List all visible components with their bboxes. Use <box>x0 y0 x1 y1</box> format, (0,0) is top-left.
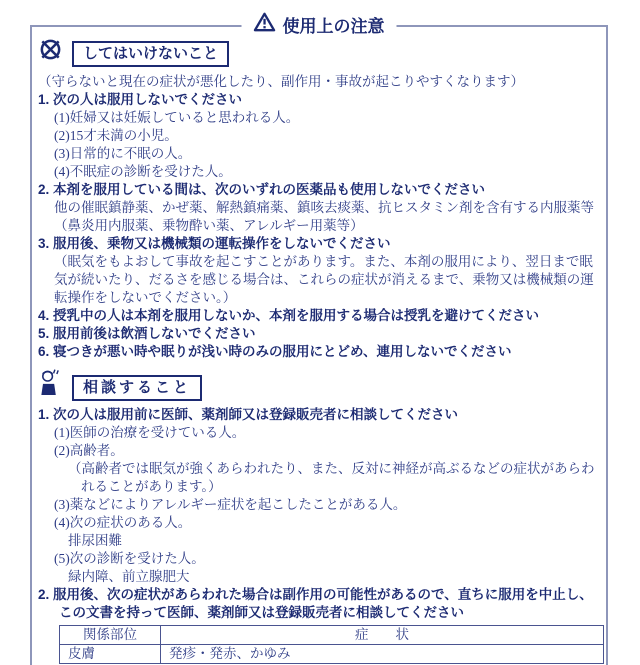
consult-item-1-sub: (4)次の症状のある人。 <box>54 515 192 530</box>
consult-item-1-sub: (2)高齢者。 <box>54 443 124 458</box>
do-not-item-2: 2. 本剤を服用している間は、次のいずれの医薬品も使用しないでください <box>38 182 486 197</box>
consult-item-2: 2. 服用後、次の症状があらわれた場合は副作用の可能性があるので、直ちに服用を中止し、この文書を持って医師、薬剤師又は登録販売者に相談してください <box>38 587 593 620</box>
consult-section-header <box>38 367 598 401</box>
do-not-item-2-paragraph: 他の催眠鎮静薬、かぜ薬、解熱鎮痛薬、鎮咳去痰薬、抗ヒスタミン剤を含有する内服薬等（鼻炎用内服薬、乗物酔い薬、アレルギー用薬等） <box>54 200 594 233</box>
page-title-text: 使用上の注意 <box>282 17 385 36</box>
symptom-table-cell-part: 皮膚 <box>60 645 161 664</box>
symptom-table <box>59 625 604 664</box>
do-not-section-header <box>38 37 598 67</box>
consult-item-1: 1. 次の人は服用前に医師、薬剤師又は登録販売者に相談してください <box>38 407 459 422</box>
consult-item-1-sub: (5)次の診断を受けた人。 <box>54 551 205 566</box>
prohibition-circle-x-icon <box>38 37 63 67</box>
symptom-table-header-part: 関係部位 <box>60 626 161 645</box>
do-not-item-3-paragraph: （眠気をもよおして事故を起こすことがあります。また、本剤の服用により、翌日まで眠気が続いたり、だるさを感じる場合は、これらの症状が消えるまで、乗物又は機械類の運転操作をしないでください。） <box>54 254 594 305</box>
do-not-item-1-sub: (4)不眠症の診断を受けた人。 <box>54 164 232 179</box>
consult-label: 相談すること <box>72 375 202 401</box>
do-not-item-4: 4. 授乳中の人は本剤を服用しないか、本剤を服用する場合は授乳を避けてください <box>38 308 540 323</box>
do-not-item-5: 5. 服用前後は飲酒しないでください <box>38 326 256 341</box>
warning-triangle-icon <box>254 12 276 37</box>
consult-item-1-sub: (3)薬などによりアレルギー症状を起こしたことがある人。 <box>54 497 407 512</box>
do-not-item-1-sub: (2)15才未満の小児。 <box>54 128 178 143</box>
do-not-item-1-sub: (1)妊婦又は妊娠していると思われる人。 <box>54 110 300 125</box>
do-not-item-6: 6. 寝つきが悪い時や眠りが浅い時のみの服用にとどめ、連用しないでください <box>38 344 512 359</box>
panel-content <box>32 27 606 664</box>
do-not-item-3: 3. 服用後、乗物又は機械類の運転操作をしないでください <box>38 236 391 251</box>
do-not-item-1-sub: (3)日常的に不眠の人。 <box>54 146 192 161</box>
consult-person-speech-icon <box>38 367 63 401</box>
consult-item-1-sub: (1)医師の治療を受けている人。 <box>54 425 246 440</box>
consult-item-1-sub: 緑内障、前立腺肥大 <box>68 569 190 584</box>
consult-item-1-note: （高齢者では眠気が強くあらわれたり、また、反対に神経が高ぶるなどの症状があらわれることがあります。） <box>68 461 595 494</box>
do-not-label: してはいけないこと <box>72 41 229 67</box>
consult-item-1-sub: 排尿困難 <box>68 533 122 548</box>
page-title <box>242 12 397 37</box>
precautions-panel <box>30 17 608 665</box>
do-not-item-1: 1. 次の人は服用しないでください <box>38 92 243 107</box>
do-not-note: （守らないと現在の症状が悪化したり、副作用・事故が起こりやすくなります） <box>38 74 524 89</box>
symptom-table-header-symptom: 症 状 <box>161 626 604 645</box>
symptom-table-cell-symptom: 発疹・発赤、かゆみ <box>161 645 604 664</box>
symptom-table-row <box>60 645 604 664</box>
symptom-table-header-row <box>60 626 604 645</box>
